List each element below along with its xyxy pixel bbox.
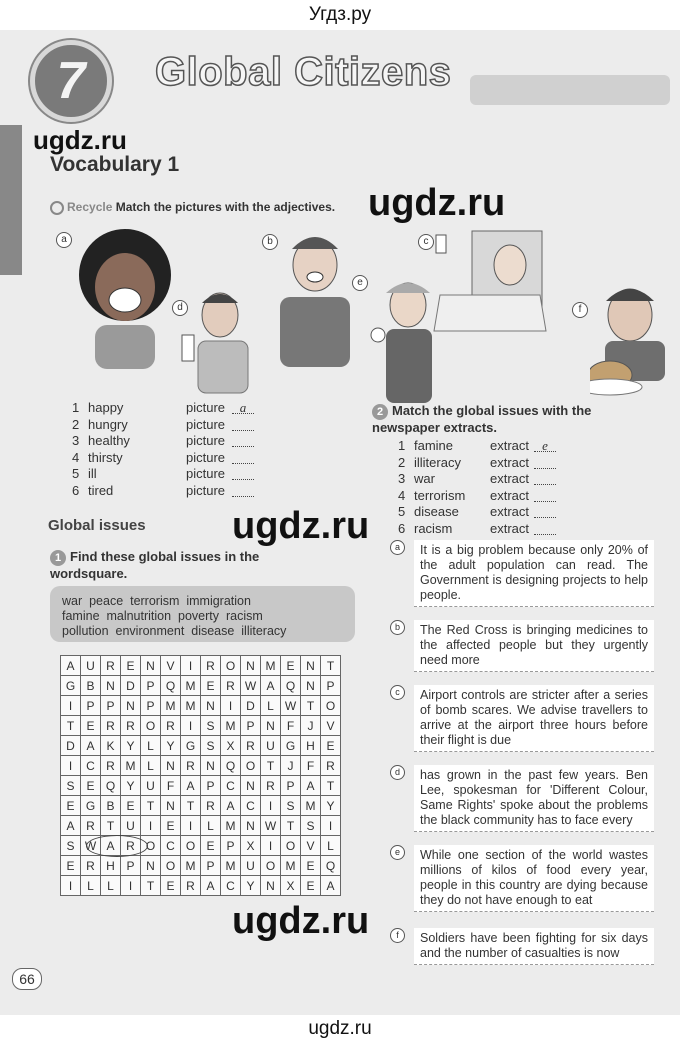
watermark: ugdz.ru: [232, 900, 370, 942]
extract-label-text: extract: [490, 438, 530, 453]
wordsquare-cell[interactable]: E: [81, 716, 101, 736]
wordsquare-row: [61, 876, 341, 896]
wordsquare-cell[interactable]: D: [121, 676, 141, 696]
exercise-number: 2: [372, 404, 388, 420]
wordsquare-cell[interactable]: N: [241, 776, 261, 796]
extract-letter: a: [390, 540, 405, 555]
wordsquare-cell[interactable]: E: [161, 816, 181, 836]
wordsquare-cell[interactable]: C: [161, 836, 181, 856]
wordsquare-cell[interactable]: C: [221, 776, 241, 796]
wordsquare-cell[interactable]: U: [141, 776, 161, 796]
wordsquare-cell[interactable]: Q: [161, 676, 181, 696]
wordsquare-cell[interactable]: S: [61, 836, 81, 856]
global-issues-list: [398, 438, 578, 537]
wordsquare-cell[interactable]: O: [261, 856, 281, 876]
wordsquare-cell[interactable]: A: [301, 776, 321, 796]
extract-e: [392, 845, 660, 907]
wordsquare-cell[interactable]: A: [261, 676, 281, 696]
issue-row: 4 terrorism extract: [398, 488, 578, 505]
wordsquare-cell[interactable]: E: [121, 796, 141, 816]
wordsquare-cell[interactable]: T: [281, 816, 301, 836]
wordsquare-cell[interactable]: T: [141, 876, 161, 896]
wordsquare-cell[interactable]: S: [201, 716, 221, 736]
extract-label-text: extract: [490, 454, 530, 470]
picture-c-ill-woman: [430, 225, 550, 340]
wordsquare-cell[interactable]: P: [201, 856, 221, 876]
wordsquare-cell[interactable]: I: [61, 696, 81, 716]
wordsquare-cell[interactable]: F: [161, 776, 181, 796]
wordsquare-cell[interactable]: Q: [101, 776, 121, 796]
wordsquare-cell[interactable]: E: [121, 656, 141, 676]
wordsquare-cell[interactable]: R: [201, 796, 221, 816]
issue-word: terrorism: [414, 487, 466, 503]
wordsquare-cell[interactable]: U: [241, 856, 261, 876]
wordsquare-cell[interactable]: R: [101, 716, 121, 736]
wordsquare-cell[interactable]: R: [101, 756, 121, 776]
word-bank-line: pollution environment disease illiteracy: [62, 624, 287, 638]
wordsquare-cell[interactable]: D: [241, 696, 261, 716]
exercise-2-instruction: 2 Match the global issues with the newspaper extracts.: [372, 403, 592, 435]
adjective-row: 1 happy picture a: [72, 400, 262, 417]
wordsquare-cell[interactable]: I: [61, 756, 81, 776]
extract-label-text: extract: [490, 504, 530, 519]
extract-f: [392, 928, 660, 978]
wordsquare-cell[interactable]: L: [101, 876, 121, 896]
wordsquare-cell[interactable]: E: [161, 876, 181, 896]
wordsquare-row: [61, 796, 341, 816]
workbook-page: [0, 30, 680, 1015]
extract-b: [392, 620, 660, 670]
wordsquare-cell[interactable]: E: [81, 776, 101, 796]
wordsquare-cell[interactable]: U: [261, 736, 281, 756]
extract-c: [392, 685, 660, 747]
answer-blank[interactable]: [534, 504, 556, 518]
wordsquare-cell[interactable]: T: [61, 716, 81, 736]
wordsquare-cell[interactable]: X: [281, 876, 301, 896]
wordsquare-cell[interactable]: A: [321, 876, 341, 896]
wordsquare-cell[interactable]: A: [81, 736, 101, 756]
site-footer: ugdz.ru: [308, 1018, 372, 1039]
wordsquare-cell[interactable]: Y: [161, 736, 181, 756]
picture-label-text: picture: [186, 416, 226, 432]
watermark: ugdz.ru: [33, 125, 127, 155]
wordsquare-row: [61, 856, 341, 876]
wordsquare-cell[interactable]: C: [241, 796, 261, 816]
wordsquare-cell[interactable]: W: [241, 676, 261, 696]
wordsquare-cell[interactable]: P: [141, 676, 161, 696]
wordsquare-cell[interactable]: R: [321, 756, 341, 776]
wordsquare-cell[interactable]: W: [81, 836, 101, 856]
wordsquare-cell[interactable]: O: [281, 836, 301, 856]
wordsquare-cell[interactable]: P: [141, 696, 161, 716]
wordsquare-cell[interactable]: H: [301, 736, 321, 756]
wordsquare-cell[interactable]: A: [221, 796, 241, 816]
adjective-row: 6 tired picture: [72, 483, 262, 500]
unit-title: Global Citizens: [155, 50, 452, 94]
wordsquare-cell[interactable]: I: [181, 716, 201, 736]
wordsquare-cell[interactable]: O: [141, 836, 161, 856]
unit-number-badge: [30, 40, 112, 122]
adjective-word: hungry: [88, 416, 128, 432]
global-issues-heading: Global issues: [48, 517, 146, 534]
picture-label: d: [172, 300, 188, 316]
wordsquare-cell[interactable]: C: [221, 876, 241, 896]
issue-word: disease: [414, 504, 459, 519]
issue-word: famine: [414, 438, 454, 453]
wordsquare-cell[interactable]: N: [301, 676, 321, 696]
wordsquare-cell[interactable]: N: [301, 656, 321, 676]
extract-a: [392, 540, 660, 602]
answer-blank[interactable]: [232, 483, 254, 497]
found-word-circle: [86, 835, 148, 857]
recycle-label: Recycle: [67, 200, 113, 214]
wordsquare-cell[interactable]: N: [201, 696, 221, 716]
wordsquare-cell[interactable]: A: [181, 776, 201, 796]
wordsquare-cell[interactable]: N: [161, 796, 181, 816]
wordsquare-cell[interactable]: R: [221, 676, 241, 696]
wordsquare-cell[interactable]: I: [181, 816, 201, 836]
extract-text: Airport controls are stricter after a series of bomb scares. We advise travellers to arrive at the airport three hours before their flight is due: [414, 685, 654, 752]
recycle-icon: [50, 201, 64, 215]
wordsquare-cell[interactable]: N: [141, 656, 161, 676]
extract-letter: f: [390, 928, 405, 943]
issue-word: illiteracy: [414, 454, 461, 470]
wordsquare-cell[interactable]: G: [281, 736, 301, 756]
word-bank: [50, 586, 355, 642]
wordsquare-cell[interactable]: N: [161, 756, 181, 776]
wordsquare-cell[interactable]: I: [141, 816, 161, 836]
wordsquare-cell[interactable]: F: [301, 756, 321, 776]
wordsquare-cell[interactable]: O: [221, 656, 241, 676]
wordsquare-cell[interactable]: P: [121, 856, 141, 876]
wordsquare-cell[interactable]: L: [141, 756, 161, 776]
answer-blank[interactable]: [232, 417, 254, 431]
wordsquare-cell[interactable]: E: [61, 796, 81, 816]
answer-blank[interactable]: [232, 433, 254, 447]
wordsquare-cell[interactable]: O: [241, 756, 261, 776]
picture-label: e: [352, 275, 368, 291]
wordsquare-cell[interactable]: R: [261, 776, 281, 796]
answer-blank[interactable]: [534, 471, 556, 485]
faded-heading-box: [470, 75, 670, 105]
wordsquare-cell[interactable]: S: [201, 736, 221, 756]
wordsquare-cell[interactable]: M: [301, 796, 321, 816]
picture-label-text: picture: [186, 466, 226, 481]
issue-row: 5 disease extract: [398, 504, 578, 521]
wordsquare-cell[interactable]: R: [161, 716, 181, 736]
watermark: ugdz.ru: [368, 182, 506, 224]
issue-row: 2 illiteracy extract: [398, 455, 578, 472]
picture-f-hungry-man: [590, 275, 675, 410]
wordsquare-cell[interactable]: G: [81, 796, 101, 816]
answer-blank[interactable]: [534, 521, 556, 535]
picture-label: b: [262, 234, 278, 250]
wordsquare-cell[interactable]: R: [121, 716, 141, 736]
wordsquare-cell[interactable]: W: [261, 816, 281, 836]
wordsquare-cell[interactable]: B: [101, 796, 121, 816]
extract-label-text: extract: [490, 487, 530, 503]
wordsquare-cell[interactable]: R: [181, 876, 201, 896]
adjective-word: tired: [88, 482, 114, 498]
wordsquare-cell[interactable]: P: [221, 836, 241, 856]
wordsquare-cell[interactable]: P: [101, 696, 121, 716]
wordsquare-row: [61, 656, 341, 676]
wordsquare-cell[interactable]: N: [261, 876, 281, 896]
wordsquare-cell[interactable]: Q: [221, 756, 241, 776]
wordsquare-cell[interactable]: I: [121, 876, 141, 896]
extract-text: has grown in the past few years. Ben Lee, spokesman for 'Different Colour, Same Rights' spoke about the problems the black community has to face every: [414, 765, 654, 832]
wordsquare-cell[interactable]: R: [101, 656, 121, 676]
issue-row: 1 famine extract e: [398, 438, 578, 455]
wordsquare-cell[interactable]: V: [321, 716, 341, 736]
picture-label: a: [56, 232, 72, 248]
wordsquare-cell[interactable]: N: [201, 756, 221, 776]
wordsquare-cell[interactable]: X: [221, 736, 241, 756]
wordsquare-cell[interactable]: M: [181, 676, 201, 696]
wordsquare-cell[interactable]: O: [161, 856, 181, 876]
wordsquare-cell[interactable]: Y: [121, 776, 141, 796]
wordsquare-row: [61, 816, 341, 836]
picture-label-text: picture: [186, 433, 226, 448]
wordsquare-cell[interactable]: O: [141, 716, 161, 736]
wordsquare-cell[interactable]: M: [261, 656, 281, 676]
wordsquare-cell[interactable]: L: [141, 736, 161, 756]
wordsquare-cell[interactable]: N: [241, 656, 261, 676]
wordsquare-cell[interactable]: I: [321, 816, 341, 836]
wordsquare-cell[interactable]: Q: [321, 856, 341, 876]
wordsquare-cell[interactable]: M: [281, 856, 301, 876]
wordsquare-cell[interactable]: X: [241, 836, 261, 856]
wordsquare-row: [61, 676, 341, 696]
answer-blank[interactable]: [232, 450, 254, 464]
wordsquare-cell[interactable]: M: [121, 756, 141, 776]
wordsquare-cell[interactable]: T: [301, 696, 321, 716]
extract-d: [392, 765, 660, 827]
wordsquare-cell[interactable]: D: [61, 736, 81, 756]
wordsquare-cell[interactable]: K: [101, 736, 121, 756]
wordsquare-cell[interactable]: I: [261, 796, 281, 816]
wordsquare-cell[interactable]: Y: [121, 736, 141, 756]
adjective-word: healthy: [88, 433, 130, 448]
answer-blank[interactable]: a: [232, 400, 254, 414]
wordsquare-row: [61, 716, 341, 736]
wordsquare-cell[interactable]: T: [101, 816, 121, 836]
adjectives-list: [72, 400, 262, 499]
answer-blank[interactable]: e: [534, 438, 556, 452]
recycle-instruction: [50, 200, 335, 215]
wordsquare-cell[interactable]: U: [121, 816, 141, 836]
extract-label-text: extract: [490, 520, 530, 536]
wordsquare-cell[interactable]: P: [241, 716, 261, 736]
picture-d-thirsty-boy: [180, 285, 255, 395]
extract-letter: b: [390, 620, 405, 635]
issue-word: racism: [414, 520, 453, 536]
wordsquare-cell[interactable]: S: [301, 816, 321, 836]
wordsquare-cell[interactable]: B: [81, 676, 101, 696]
wordsquare-cell[interactable]: A: [201, 876, 221, 896]
word-bank-line: war peace terrorism immigration: [62, 594, 251, 608]
wordsquare-cell[interactable]: T: [181, 796, 201, 816]
wordsquare-cell[interactable]: S: [281, 796, 301, 816]
wordsquare-cell[interactable]: T: [261, 756, 281, 776]
wordsquare-cell[interactable]: R: [81, 856, 101, 876]
picture-b-tired-man: [270, 225, 355, 370]
picture-a-happy-girl: [65, 225, 185, 370]
wordsquare-cell[interactable]: I: [261, 836, 281, 856]
wordsquare-cell[interactable]: N: [121, 696, 141, 716]
wordsquare-cell[interactable]: Y: [241, 876, 261, 896]
wordsquare-cell[interactable]: N: [101, 676, 121, 696]
wordsquare-cell[interactable]: E: [201, 836, 221, 856]
wordsquare-cell[interactable]: I: [61, 876, 81, 896]
wordsquare-cell[interactable]: E: [201, 676, 221, 696]
adjective-row: 3 healthy picture: [72, 433, 262, 450]
extract-letter: e: [390, 845, 405, 860]
extract-letter: c: [390, 685, 405, 700]
wordsquare-cell[interactable]: J: [301, 716, 321, 736]
wordsquare-cell[interactable]: E: [301, 876, 321, 896]
picture-label-text: picture: [186, 400, 226, 415]
wordsquare-cell[interactable]: M: [161, 696, 181, 716]
wordsquare-cell[interactable]: L: [261, 696, 281, 716]
wordsquare-cell[interactable]: C: [81, 756, 101, 776]
wordsquare-cell[interactable]: L: [201, 816, 221, 836]
answer-blank[interactable]: [534, 455, 556, 469]
wordsquare-cell[interactable]: R: [181, 756, 201, 776]
issue-row: 3 war extract: [398, 471, 578, 488]
exercise-number: 1: [50, 550, 66, 566]
wordsquare-cell[interactable]: R: [121, 836, 141, 856]
wordsquare-cell[interactable]: E: [61, 856, 81, 876]
wordsquare-cell[interactable]: Q: [281, 676, 301, 696]
issue-row: 6 racism extract: [398, 521, 578, 538]
adjective-row: 2 hungry picture: [72, 417, 262, 434]
wordsquare-cell[interactable]: N: [261, 716, 281, 736]
adjective-word: thirsty: [88, 449, 123, 465]
wordsquare-grid: [60, 655, 341, 896]
wordsquare-cell[interactable]: E: [281, 656, 301, 676]
wordsquare-cell[interactable]: M: [181, 856, 201, 876]
picture-label-text: picture: [186, 449, 226, 465]
wordsquare-cell[interactable]: M: [221, 816, 241, 836]
adjective-row: 4 thirsty picture: [72, 450, 262, 467]
unit-number: 7: [56, 52, 86, 110]
wordsquare-cell[interactable]: R: [201, 656, 221, 676]
wordsquare-cell[interactable]: O: [181, 836, 201, 856]
adjective-row: 5 ill picture: [72, 466, 262, 483]
wordsquare-cell[interactable]: F: [281, 716, 301, 736]
extract-text: The Red Cross is bringing medicines to the affected people but they urgently need more: [414, 620, 654, 672]
page-number: 66: [12, 968, 42, 990]
answer-blank[interactable]: [534, 488, 556, 502]
wordsquare-cell[interactable]: U: [81, 656, 101, 676]
wordsquare-cell[interactable]: T: [141, 796, 161, 816]
extract-text: While one section of the world wastes millions of kilos of food every year, people in this country are dying because they do not have enough to eat: [414, 845, 654, 912]
wordsquare-cell[interactable]: H: [101, 856, 121, 876]
wordsquare-cell[interactable]: I: [181, 656, 201, 676]
picture-label-text: picture: [186, 482, 226, 498]
issue-word: war: [414, 471, 435, 486]
wordsquare-cell[interactable]: A: [61, 656, 81, 676]
adjective-word: happy: [88, 400, 124, 415]
wordsquare-cell[interactable]: E: [321, 736, 341, 756]
wordsquare-cell[interactable]: A: [61, 816, 81, 836]
site-header: Угдз.ру: [308, 4, 372, 25]
wordsquare-row: [61, 776, 341, 796]
wordsquare-cell[interactable]: L: [81, 876, 101, 896]
side-tab: [0, 125, 22, 275]
wordsquare-cell[interactable]: O: [321, 696, 341, 716]
extract-label-text: extract: [490, 471, 530, 486]
wordsquare-cell[interactable]: A: [101, 836, 121, 856]
extract-text: Soldiers have been fighting for six days and the number of casualties is now: [414, 928, 654, 965]
extract-letter: d: [390, 765, 405, 780]
answer-blank[interactable]: [232, 466, 254, 480]
wordsquare-cell[interactable]: Y: [321, 796, 341, 816]
wordsquare-cell[interactable]: V: [161, 656, 181, 676]
wordsquare-cell[interactable]: J: [281, 756, 301, 776]
wordsquare-cell[interactable]: R: [241, 736, 261, 756]
vocabulary-heading: Vocabulary 1: [50, 153, 180, 176]
wordsquare-cell[interactable]: G: [181, 736, 201, 756]
picture-label: c: [418, 234, 434, 250]
wordsquare-cell[interactable]: M: [221, 856, 241, 876]
wordsquare-cell[interactable]: S: [61, 776, 81, 796]
wordsquare-cell[interactable]: I: [221, 696, 241, 716]
wordsquare-cell[interactable]: P: [201, 776, 221, 796]
wordsquare-cell[interactable]: P: [321, 676, 341, 696]
picture-label: f: [572, 302, 588, 318]
wordsquare-row: [61, 736, 341, 756]
wordsquare-cell[interactable]: E: [301, 856, 321, 876]
wordsquare-cell[interactable]: V: [301, 836, 321, 856]
wordsquare-cell[interactable]: R: [81, 816, 101, 836]
wordsquare-row: [61, 696, 341, 716]
extract-text: It is a big problem because only 20% of the adult population can read. The Government is designing projects to help people.: [414, 540, 654, 607]
wordsquare-cell[interactable]: G: [61, 676, 81, 696]
wordsquare-row: [61, 756, 341, 776]
wordsquare-cell[interactable]: M: [181, 696, 201, 716]
vocab-instruction: Match the pictures with the adjectives.: [115, 200, 336, 214]
word-bank-line: famine malnutrition poverty racism: [62, 609, 263, 623]
wordsquare-cell[interactable]: W: [281, 696, 301, 716]
adjective-word: ill: [88, 466, 97, 481]
wordsquare-cell[interactable]: L: [321, 836, 341, 856]
wordsquare-cell[interactable]: N: [241, 816, 261, 836]
wordsquare-cell[interactable]: M: [221, 716, 241, 736]
exercise-1-instruction: 1 Find these global issues in the wordsquare.: [50, 549, 260, 581]
wordsquare-cell[interactable]: N: [141, 856, 161, 876]
watermark: ugdz.ru: [232, 505, 370, 547]
wordsquare-cell[interactable]: P: [281, 776, 301, 796]
wordsquare-cell[interactable]: P: [81, 696, 101, 716]
wordsquare-cell[interactable]: T: [321, 776, 341, 796]
wordsquare-cell[interactable]: T: [321, 656, 341, 676]
